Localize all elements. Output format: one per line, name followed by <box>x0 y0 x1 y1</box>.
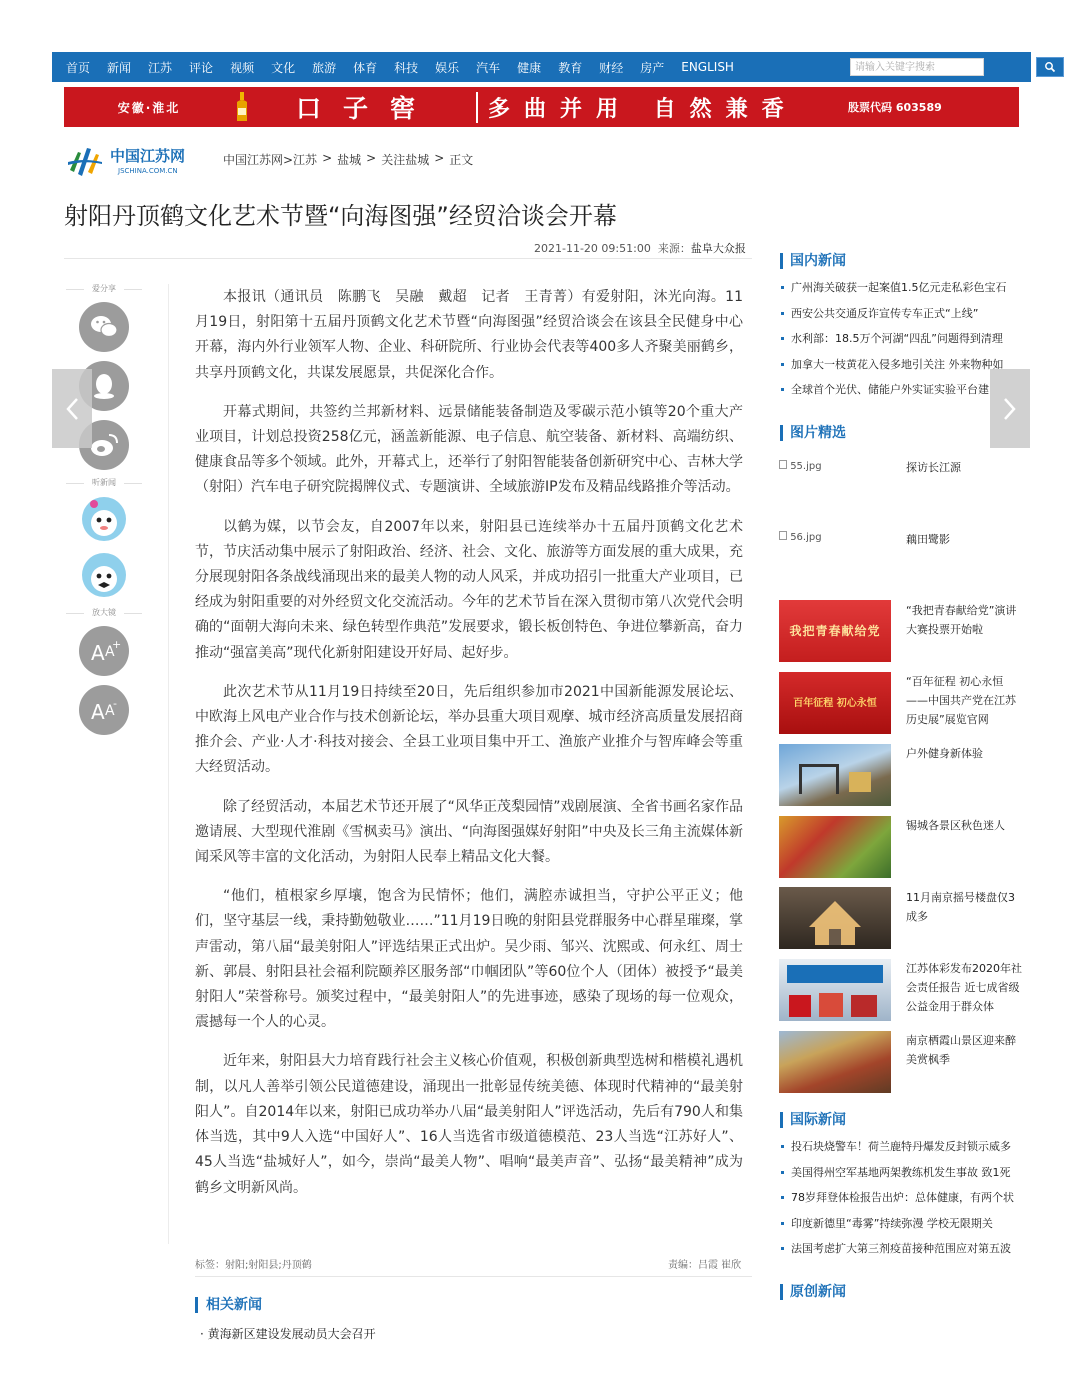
divider <box>168 284 169 1244</box>
nav-item[interactable]: 健康 <box>517 60 542 75</box>
article-meta <box>534 240 746 256</box>
breadcrumb-sep: > <box>322 151 333 165</box>
divider <box>64 258 752 259</box>
search-icon <box>1044 61 1056 73</box>
nav-item[interactable]: 旅游 <box>312 60 337 75</box>
news-link[interactable]: 水利部：18.5万个河湖“四乱”问题得到清理 <box>781 332 1021 358</box>
article-source: 盐阜大众报 <box>690 242 746 255</box>
nav-item[interactable]: 视频 <box>230 60 255 75</box>
broken-image-icon <box>779 460 787 469</box>
svg-text:A: A <box>105 703 115 719</box>
photo-thumbnail[interactable] <box>779 887 891 949</box>
listen-male-voice-button[interactable] <box>81 552 127 598</box>
nav-item[interactable]: 体育 <box>353 60 378 75</box>
weibo-icon <box>89 432 119 458</box>
broken-image[interactable] <box>779 531 822 543</box>
divider <box>195 1276 752 1277</box>
banner-brand: 口子窖 <box>296 94 438 123</box>
breadcrumb-item: 正文 <box>449 153 474 167</box>
logo-mark-icon <box>66 140 106 182</box>
breadcrumb-sep: > <box>366 151 377 165</box>
share-label: 爱分享 <box>66 282 142 296</box>
svg-text:A: A <box>91 641 105 665</box>
image-alt-text: 55.jpg <box>790 461 822 472</box>
nav-item[interactable]: 新闻 <box>107 60 132 75</box>
photo-thumbnail[interactable] <box>779 672 891 734</box>
article-datetime: 2021-11-20 09:51:00 <box>534 242 651 255</box>
thumbnail-text: 我把青春献给党 <box>789 624 881 638</box>
ad-banner[interactable] <box>64 87 1019 127</box>
related-news-item[interactable]: · 黄海新区建设发展动员大会召开 <box>200 1327 376 1341</box>
search-input[interactable]: 请输入关键字搜索 <box>850 58 984 76</box>
source-label: 来源： <box>657 242 691 255</box>
photo-caption[interactable]: 户外健身新体验 <box>906 747 983 760</box>
font-shrink-icon <box>89 697 119 723</box>
top-nav <box>52 52 1031 82</box>
nav-item[interactable]: 房产 <box>640 60 665 75</box>
article-paragraph: “他们，植根家乡厚壤，饱含为民情怀；他们，满腔赤诚担当，守护公平正义；他们，坚守基层一线，秉持勤勉敬业……”11月19日晚的射阳县党群服务中心群星璀璨，掌声雷动，第八届“最美射阳人”评选结果正式出炉。吴少雨、邹兴、沈熙或、何永红、周士新、郭晨、射阳县社会福利院颐养区服务部“巾帼团队”等60位个人（团体）被授予“最美射阳人”荣誉称号。颁奖过程中，“最美射阳人”的先进事迹，感染了现场的每一位观众，震撼每一个人的心灵。 <box>195 888 743 1031</box>
banner-slogan: 多曲并用 自然兼香 <box>476 92 788 123</box>
photo-thumbnail[interactable] <box>779 600 891 662</box>
zoom-out-button[interactable] <box>79 685 129 735</box>
search-button[interactable] <box>1036 57 1064 77</box>
news-link[interactable]: 法国考虑扩大第三剂疫苗接种范围应对第五波 <box>781 1242 1021 1268</box>
intl-news-heading: 国际新闻 <box>780 1112 846 1128</box>
font-enlarge-icon <box>89 638 122 665</box>
nav-item[interactable]: 文化 <box>271 60 296 75</box>
news-link[interactable]: 加拿大一枝黄花入侵多地引关注 外来物种如 <box>781 358 1021 384</box>
svg-text:-: - <box>113 697 117 710</box>
nav-item[interactable]: 首页 <box>66 60 91 75</box>
photo-thumbnail[interactable] <box>779 744 891 806</box>
cartoon-avatar-icon <box>81 496 127 542</box>
domestic-news-list <box>781 281 1021 409</box>
prev-arrow-button[interactable] <box>52 369 92 448</box>
nav-item[interactable]: 财经 <box>599 60 624 75</box>
svg-text:A: A <box>91 700 105 724</box>
news-link[interactable]: 全球首个光伏、储能户外实证实验平台建 <box>781 383 1021 409</box>
broken-image-icon <box>779 531 787 540</box>
zoom-in-button[interactable] <box>79 626 129 676</box>
zoom-label: 放大镜 <box>66 606 142 620</box>
nav-item[interactable]: 教育 <box>558 60 583 75</box>
photo-caption[interactable]: 锡城各景区秋色迷人 <box>906 819 1005 832</box>
article-paragraph: 本报讯（通讯员 陈鹏飞 吴融 戴超 记者 王青菁）有爱射阳，沐光向海。11月19日，射阳第十五届丹顶鹤文化艺术节暨“向海图强”经贸洽谈会在该县全民健身中心开幕，海内外行业领军人物、企业、科研院所、行业协会代表等400多人齐聚美丽鹤乡，共享丹顶鹤文化，共谋发展愿景，共促深化合作。 <box>195 289 743 381</box>
news-link[interactable]: 78岁拜登体检报告出炉：总体健康，有两个状 <box>781 1191 1021 1217</box>
news-link[interactable]: 印度新德里“毒雾”持续弥漫 学校无限期关 <box>781 1217 1021 1243</box>
nav-item[interactable]: ENGLISH <box>681 60 734 74</box>
share-sidebar <box>66 282 142 735</box>
house-hands-image <box>779 887 891 949</box>
article-paragraph: 以鹤为媒，以节会友，自2007年以来，射阳县已连续举办十五届丹顶鹤文化艺术节，节庆活动集中展示了射阳政治、经济、社会、文化、旅游等方面发展的重大成果，充分展现射阳各条战线涌现出来的最美人物的动人风采，并成功招引一批重大产业项目，已经成为射阳重要的对外经贸文化交流活动。今年的艺术节旨在深入贯彻市第八次党代会明确的“面朝大海向未来、绿色转型作典范”发展要求，锻长板创特色、争进位攀新高，奋力推动“强富美高”现代化新射阳建设开好局、起好步。 <box>195 518 743 661</box>
site-logo[interactable] <box>66 140 196 182</box>
photo-caption[interactable]: 南京栖霞山景区迎来醉美赏枫季 <box>906 1034 1016 1066</box>
breadcrumb-item[interactable]: 盐城 <box>337 153 362 167</box>
original-news-heading: 原创新闻 <box>780 1284 846 1300</box>
article-tags[interactable]: 标签：射阳;射阳县;丹顶鹤 <box>195 1260 312 1271</box>
image-alt-text: 56.jpg <box>790 532 822 543</box>
breadcrumb-item[interactable]: 中国江苏网>江苏 <box>223 153 318 167</box>
nav-item[interactable]: 娱乐 <box>435 60 460 75</box>
article-title: 射阳丹顶鹤文化艺术节暨“向海图强”经贸洽谈会开幕 <box>64 202 617 230</box>
related-news-title[interactable]: 黄海新区建设发展动员大会召开 <box>207 1327 376 1341</box>
photo-caption[interactable]: “百年征程 初心永恒——中国共产党在江苏历史展”展览官网 <box>906 675 1016 726</box>
photo-thumbnail[interactable] <box>779 959 891 1021</box>
nav-item[interactable]: 科技 <box>394 60 419 75</box>
photo-picks-heading: 图片精选 <box>780 425 846 441</box>
article-paragraph: 近年来，射阳县大力培育践行社会主义核心价值观，积极创新典型选树和楷模礼遇机制，以凡人善举引领公民道德建设，涌现出一批彰显传统美德、体现时代精神的“最美射阳人”。自2014年以来，射阳已成功举办八届“最美射阳人”评选活动，先后有790人和集体当选，其中9人入选“中国好人”、16人当选省市级道德模范、23人当选“江苏好人”、45人当选“盐城好人”，如今，崇尚“最美人物”、唱响“最美声音”、弘扬“最美精神”成为鹤乡文明新风尚。 <box>195 1053 743 1196</box>
photo-thumbnail[interactable] <box>779 1031 891 1093</box>
intl-news-list <box>781 1140 1021 1268</box>
wechat-share-button[interactable] <box>79 302 129 352</box>
logo-domain: JSCHINA.COM.CN <box>118 167 178 175</box>
article-body <box>195 285 743 1215</box>
article-paragraph: 除了经贸活动，本届艺术节还开展了“风华正茂梨园情”戏剧展演、全省书画名家作品邀请展、大型现代淮剧《雪枫卖马》演出、“向海图强媒好射阳”中央及长三角主流媒体新闻采风等丰富的文化活动，为射阳人民奉上精品文化大餐。 <box>195 798 743 866</box>
banner-location: 安徽·淮北 <box>117 100 181 115</box>
article-paragraph: 此次艺术节从11月19日持续至20日，先后组织参加市2021中国新能源发展论坛、中欧海上风电产业合作与技术创新论坛，举办县重大项目观摩、城市经济高质量发展招商推介会、产业·人才·科技对接会、全县工业项目集中开工、渔旅产业推介与智库峰会等重大经贸活动。 <box>195 683 743 776</box>
broken-image[interactable] <box>779 460 822 472</box>
article-editor: 责编：吕霞 崔欣 <box>668 1260 742 1271</box>
banner-stock-code: 股票代码 603589 <box>848 101 942 114</box>
cartoon-avatar-icon <box>81 552 127 598</box>
photo-caption[interactable]: 11月南京摇号楼盘仅3成多 <box>906 891 1015 923</box>
photo-thumbnail[interactable] <box>779 816 891 878</box>
breadcrumb-item[interactable]: 关注盐城 <box>381 153 430 167</box>
photo-caption[interactable]: 探访长江源 <box>906 461 961 474</box>
lottery-event-image <box>779 959 891 1021</box>
wechat-icon <box>89 314 119 340</box>
qq-icon <box>92 372 116 400</box>
bottle-icon <box>234 92 250 122</box>
listen-female-voice-button[interactable] <box>81 496 127 542</box>
logo-text: 中国江苏网 <box>110 147 186 165</box>
outdoor-gym-image <box>779 744 891 806</box>
breadcrumb-sep: > <box>434 151 445 165</box>
news-link[interactable]: 投石块烧警车！荷兰鹿特丹爆发反封锁示威多 <box>781 1140 1021 1166</box>
news-link[interactable]: 广州海关破获一起案值1.5亿元走私彩色宝石 <box>781 281 1021 307</box>
thumbnail-text: 百年征程 初心永恒 <box>793 698 877 709</box>
svg-text:A: A <box>105 644 115 660</box>
breadcrumb <box>223 151 473 168</box>
nav-items <box>66 52 751 82</box>
listen-label: 听新闻 <box>66 476 142 490</box>
domestic-news-heading: 国内新闻 <box>780 253 846 269</box>
photo-caption[interactable]: 藕田鹭影 <box>906 533 950 546</box>
svg-text:+: + <box>112 638 122 651</box>
nav-item[interactable]: 汽车 <box>476 60 501 75</box>
article-paragraph: 开幕式期间，共签约兰邦新材料、远景储能装备制造及零碳示范小镇等20个重大产业项目，计划总投资258亿元，涵盖新能源、电子信息、航空装备、新材料、高端纺织、健康食品等多个领域。此外，开幕式上，还举行了射阳智能装备创新研究中心、吉林大学（射阳）汽车电子研究院揭牌仪式、专题演讲、全域旅游IP发布及精品线路推介等活动。 <box>195 403 743 496</box>
photo-caption[interactable]: 江苏体彩发布2020年社会责任报告 近七成省级公益金用于群众体 <box>906 962 1022 1013</box>
nav-item[interactable]: 评论 <box>189 60 214 75</box>
news-link[interactable]: 西安公共交通反诈宣传专车正式“上线” <box>781 307 1021 333</box>
news-link[interactable]: 美国得州空军基地两架教练机发生事故 致1死 <box>781 1166 1021 1192</box>
nav-item[interactable]: 江苏 <box>148 60 173 75</box>
related-news-heading: 相关新闻 <box>195 1297 262 1313</box>
chevron-left-icon <box>65 397 79 421</box>
photo-caption[interactable]: “我把青春献给党”演讲大赛投票开始啦 <box>906 604 1017 636</box>
